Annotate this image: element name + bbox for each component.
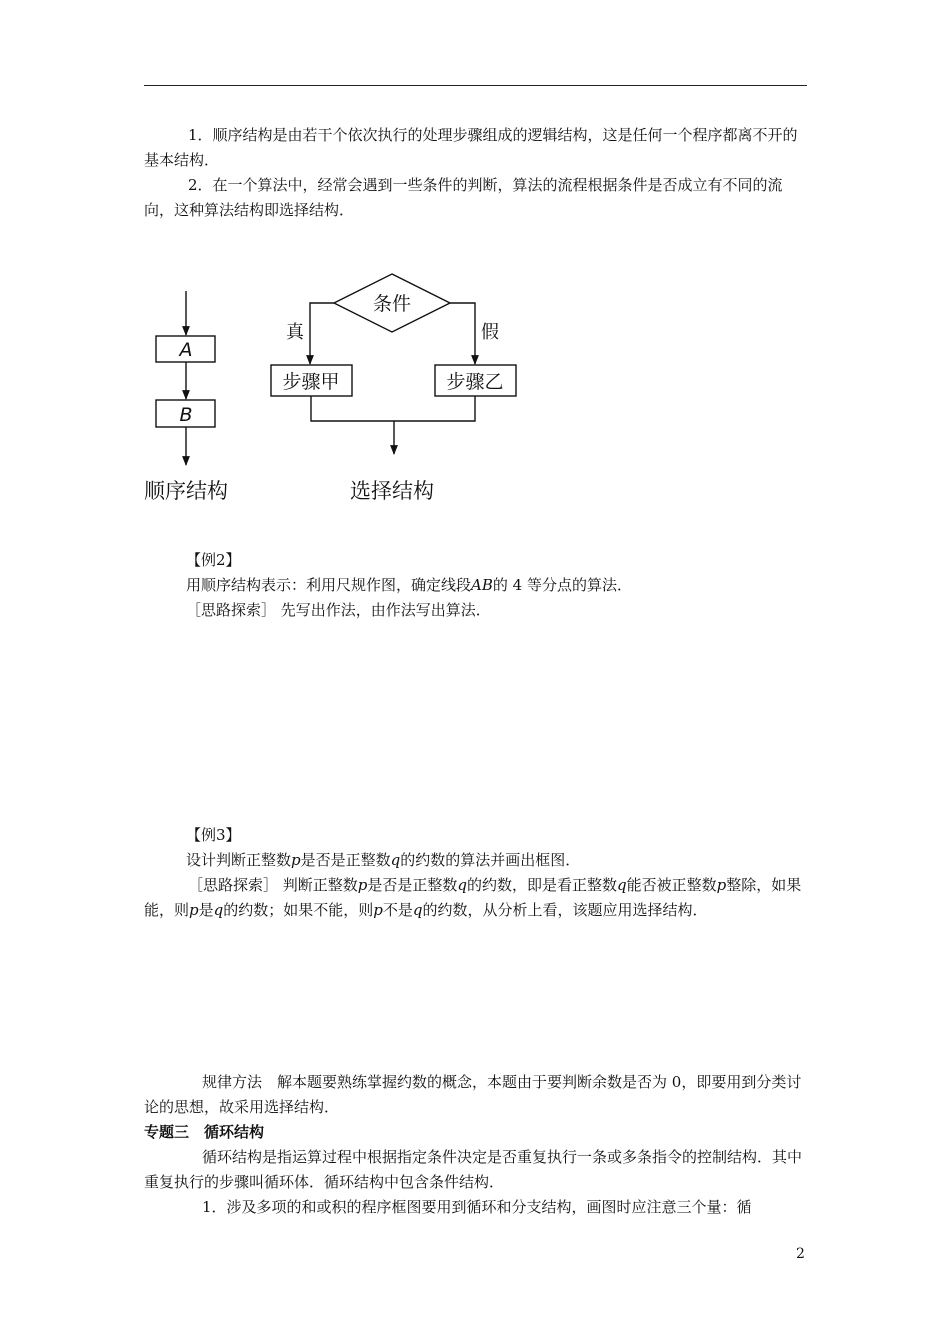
header-rule [144,85,807,86]
example-3-hint: ［思路探索］ 判断正整数p是否是正整数q的约数，即是看正整数q能否被正整数p整除，如果能，则p是q的约数；如果不能，则p不是q的约数，从分析上看，该题应用选择结构． [144,876,802,919]
seq-box-a-label: A [179,339,193,361]
topic-3-paragraph: 循环结构是指运算过程中根据指定条件决定是否重复执行一条或多条指令的控制结构．其中重复执行的步骤叫循环体．循环结构中包含条件结构． [144,1148,803,1191]
example-3-title: 【例3】 [186,826,241,844]
sequence-flowchart [156,291,215,465]
page-number: 2 [796,1246,805,1262]
sel-caption: 选择结构 [350,479,434,503]
seq-box-b-label: B [179,404,193,426]
example-2-text: 用顺序结构表示：利用尺规作图，确定线段AB的 4 等分点的算法． [186,576,632,594]
step-a-label: 步骤甲 [282,371,340,393]
topic-3-title: 专题三 循环结构 [144,1123,265,1141]
topic-3-item-1: 1．涉及多项的和或积的程序框图要用到循环和分支结构，画图时应注意三个量：循 [202,1198,752,1216]
condition-label: 条件 [372,293,412,315]
paragraph-sequence-structure: 1．顺序结构是由若干个依次执行的处理步骤组成的逻辑结构，这是任何一个程序都离不开的基本结构． [144,126,798,169]
structure-diagram [140,265,540,515]
example-2-hint: ［思路探索］ 先写出作法，由作法写出算法． [186,601,491,619]
seq-caption: 顺序结构 [144,479,228,503]
false-label: 假 [481,322,499,343]
step-b-label: 步骤乙 [446,371,504,393]
true-label: 真 [286,322,304,343]
example-3-text: 设计判断正整数p是否是正整数q的约数的算法并画出框图． [186,851,581,869]
method-note: 规律方法 解本题要熟练掌握约数的概念，本题由于要判断余数是否为 0，即要用到分类讨论的思想，故采用选择结构． [144,1073,802,1116]
paragraph-selection-structure: 2．在一个算法中，经常会遇到一些条件的判断，算法的流程根据条件是否成立有不同的流向，这种算法结构即选择结构． [144,176,783,219]
example-2-title: 【例2】 [186,551,241,569]
